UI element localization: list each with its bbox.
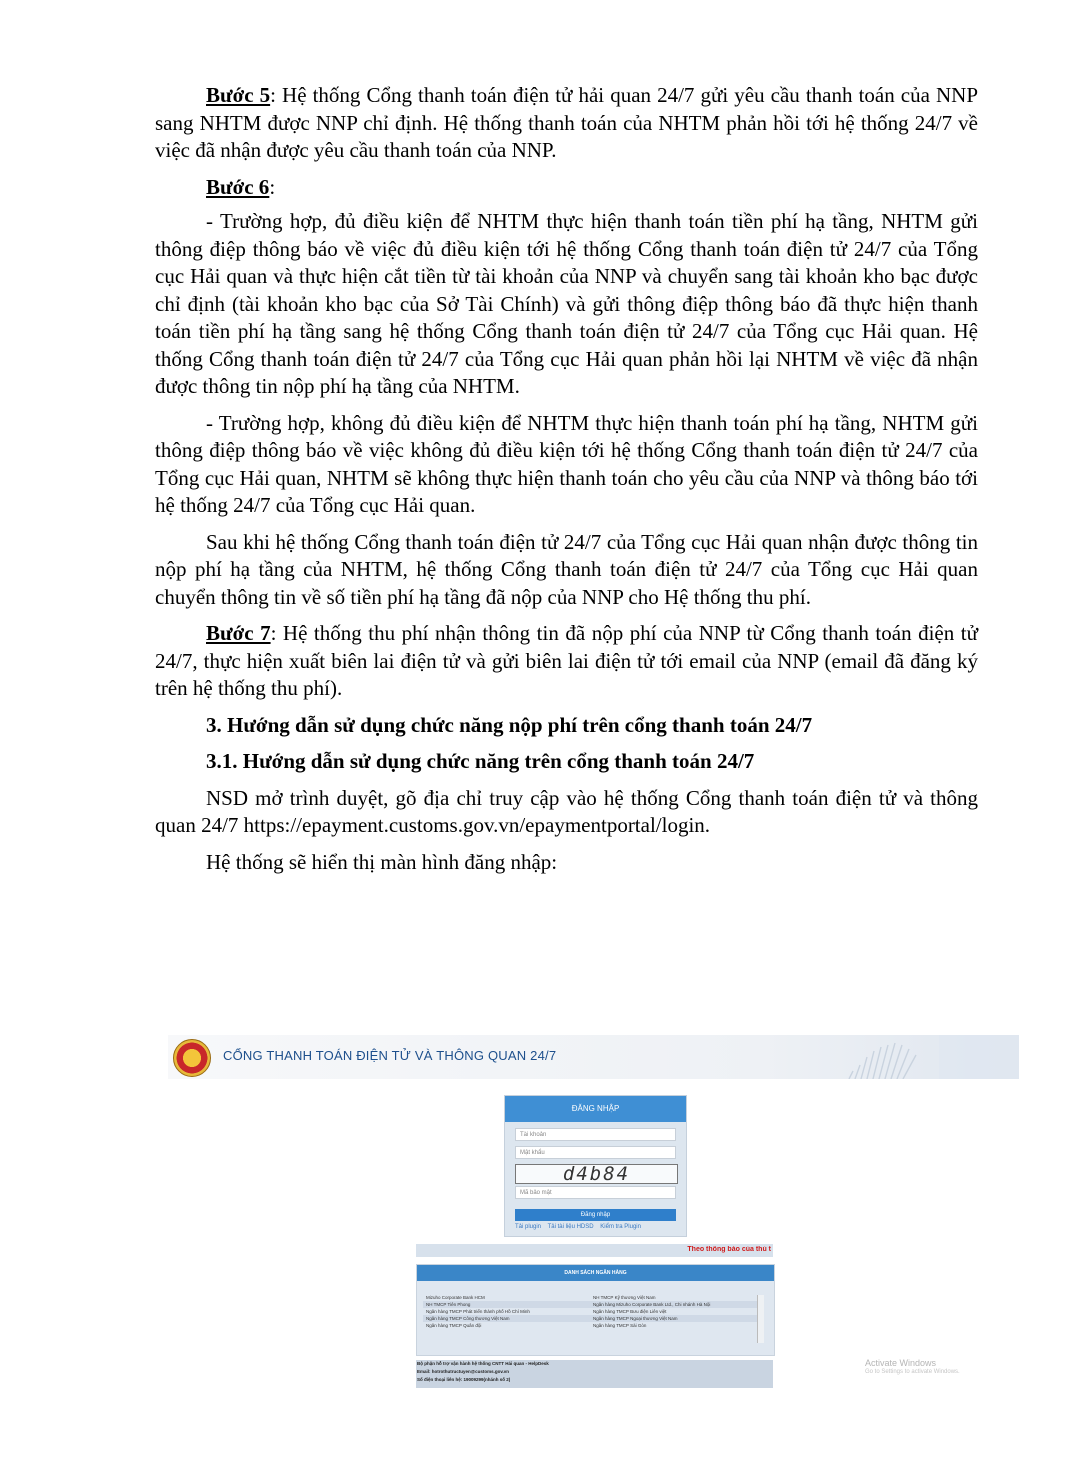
notice-text: Theo thông báo của thủ t [687, 1246, 771, 1253]
check-plugin-link[interactable]: Kiểm tra Plugin [600, 1224, 641, 1230]
activate-title: Activate Windows [865, 1358, 937, 1368]
paragraph-step5 [155, 82, 978, 165]
helpdesk-title: Bộ phận hỗ trợ vận hành hệ thống CNTT Hải quan - HelpDesk [417, 1361, 549, 1366]
bank-name: Ngân hàng TMCP Công thương Việt Nam [426, 1316, 510, 1321]
login-links [515, 1224, 646, 1230]
bank-name: NH TMCP Kỹ thương Việt Nam [593, 1295, 656, 1300]
step5-label: Bước 5 [206, 83, 271, 107]
helpdesk-phone: Số điện thoại liên hệ: 19009299(nhánh số 2) [417, 1377, 511, 1382]
login-title: ĐĂNG NHẬP [505, 1096, 686, 1122]
customs-emblem-icon [173, 1039, 211, 1077]
step7-label: Bước 7 [206, 621, 271, 645]
banner-decoration-icon [839, 1035, 1019, 1079]
step6-colon: : [269, 174, 276, 199]
step5-text: : Hệ thống Cổng thanh toán điện tử hải quan 24/7 gửi yêu cầu thanh toán của NNP sang NHTM được NNP chỉ định. Hệ thống thanh toán của NHTM phản hồi tới hệ thống 24/7 về việc đã nhận được yêu cầu thanh toán của NNP. [155, 83, 978, 162]
login-screenshot [168, 1035, 1019, 1390]
paragraph-display: Hệ thống sẽ hiển thị màn hình đăng nhập: [206, 849, 558, 874]
captcha-image: d4b84 [515, 1164, 678, 1184]
helpdesk-info [416, 1360, 773, 1388]
bank-name: Ngân hàng TMCP Sài Gòn [593, 1323, 647, 1328]
document-body [155, 82, 978, 885]
activate-subtitle: Go to Settings to activate Windows. [865, 1369, 960, 1375]
bank-name: Ngân hàng TMCP Ngoại thương Việt Nam [593, 1316, 678, 1321]
bank-name: NH TMCP Tiên Phong [426, 1302, 471, 1307]
bank-row[interactable] [423, 1315, 763, 1322]
step7-text: : Hệ thống thu phí nhận thông tin đã nộp phí của NNP từ Cổng thanh toán điện tử 24/7, thực hiện xuất biên lai điện tử và gửi biên lai điện tử tới email của NNP (email đã đăng ký trên hệ thống thu phí). [155, 621, 978, 700]
notice-bar [416, 1244, 773, 1257]
helpdesk-email: Email: hotrothutructuyen@customs.gov.vn [417, 1369, 510, 1374]
download-docs-link[interactable]: Tải tài liệu HDSD [547, 1224, 594, 1230]
bank-name: Ngân hàng Mizuho Corporate Bank Ltd., Chi nhánh Hà Nội [593, 1302, 711, 1307]
password-input[interactable]: Mật khẩu [515, 1146, 676, 1159]
bank-name: Ngân hàng TMCP Phát triển thành phố Hồ Chí Minh [426, 1309, 530, 1314]
bank-row[interactable] [423, 1308, 763, 1315]
paragraph-case2: - Trường hợp, không đủ điều kiện để NHTM thực hiện thanh toán phí hạ tầng, NHTM gửi thông điệp thông báo về việc không đủ điều kiện tới hệ thống Cổng thanh toán điện tử 24/7 của Tổng cục Hải quan, NHTM sẽ không thực hiện thanh toán cho yêu cầu của NNP và thông báo tới hệ thống 24/7 của Tổng cục Hải quan. [155, 410, 978, 517]
bank-list-scrollbar[interactable] [757, 1295, 764, 1343]
download-plugin-link[interactable]: Tải plugin [515, 1224, 542, 1230]
bank-row[interactable] [423, 1294, 763, 1301]
security-code-input[interactable]: Mã bảo mật [515, 1186, 676, 1199]
bank-row[interactable] [423, 1301, 763, 1308]
bank-list-title: DANH SÁCH NGÂN HÀNG [417, 1265, 774, 1281]
bank-name: Ngân hàng TMCP Bưu điện Liên việt [593, 1309, 667, 1314]
login-button[interactable]: Đăng nhập [515, 1209, 676, 1221]
heading-3-1: 3.1. Hướng dẫn sử dụng chức năng trên cổng thanh toán 24/7 [206, 749, 755, 773]
paragraph-step6-label [155, 174, 978, 202]
bank-list-panel [416, 1264, 775, 1356]
paragraph-case1: - Trường hợp, đủ điều kiện để NHTM thực hiện thanh toán tiền phí hạ tầng, NHTM gửi thông điệp thông báo về việc đủ điều kiện tới hệ thống Cổng thanh toán điện tử 24/7 của Tổng cục Hải quan và thực hiện cắt tiền từ tài khoản của NNP và chuyển sang tài khoản kho bạc được chỉ định (tài khoản kho bạc của Sở Tài Chính) và gửi thông điệp thông báo đã thực hiện thanh toán tiền phí hạ tầng sang hệ thống Cổng thanh toán điện tử 24/7 của Tổng cục Hải quan. Hệ thống Cổng thanh toán điện tử 24/7 của Tổng cục Hải quan phản hồi lại NHTM về việc đã nhận được thông tin nộp phí hạ tầng của NHTM. [155, 209, 978, 398]
bank-row[interactable] [423, 1322, 763, 1329]
paragraph-nsd: NSD mở trình duyệt, gõ địa chỉ truy cập vào hệ thống Cổng thanh toán điện tử và thông quan 24/7 https://epayment.customs.gov.vn/epaymentportal/login. [155, 785, 978, 837]
heading-3: 3. Hướng dẫn sử dụng chức năng nộp phí trên cổng thanh toán 24/7 [206, 712, 813, 737]
portal-banner [168, 1035, 1019, 1079]
banner-title: CỔNG THANH TOÁN ĐIỆN TỬ VÀ THÔNG QUAN 24/7 [223, 1048, 557, 1063]
step6-label: Bước 6 [206, 174, 270, 199]
activate-windows-watermark [865, 1358, 960, 1375]
bank-name: Mizuho Corporate Bank HCM [426, 1295, 485, 1300]
bank-name: Ngân hàng TMCP Quân đội [426, 1323, 482, 1328]
login-panel [504, 1095, 687, 1237]
account-input[interactable]: Tài khoản [515, 1128, 676, 1141]
paragraph-after: Sau khi hệ thống Cổng thanh toán điện tử 24/7 của Tổng cục Hải quan nhận được thông tin nộp phí hạ tầng của NHTM, hệ thống Cổng thanh toán điện tử 24/7 của Tổng cục Hải quan chuyển thông tin về số tiền phí hạ tầng đã nộp của NNP cho Hệ thống thu phí. [155, 529, 978, 609]
paragraph-step7 [155, 620, 978, 703]
